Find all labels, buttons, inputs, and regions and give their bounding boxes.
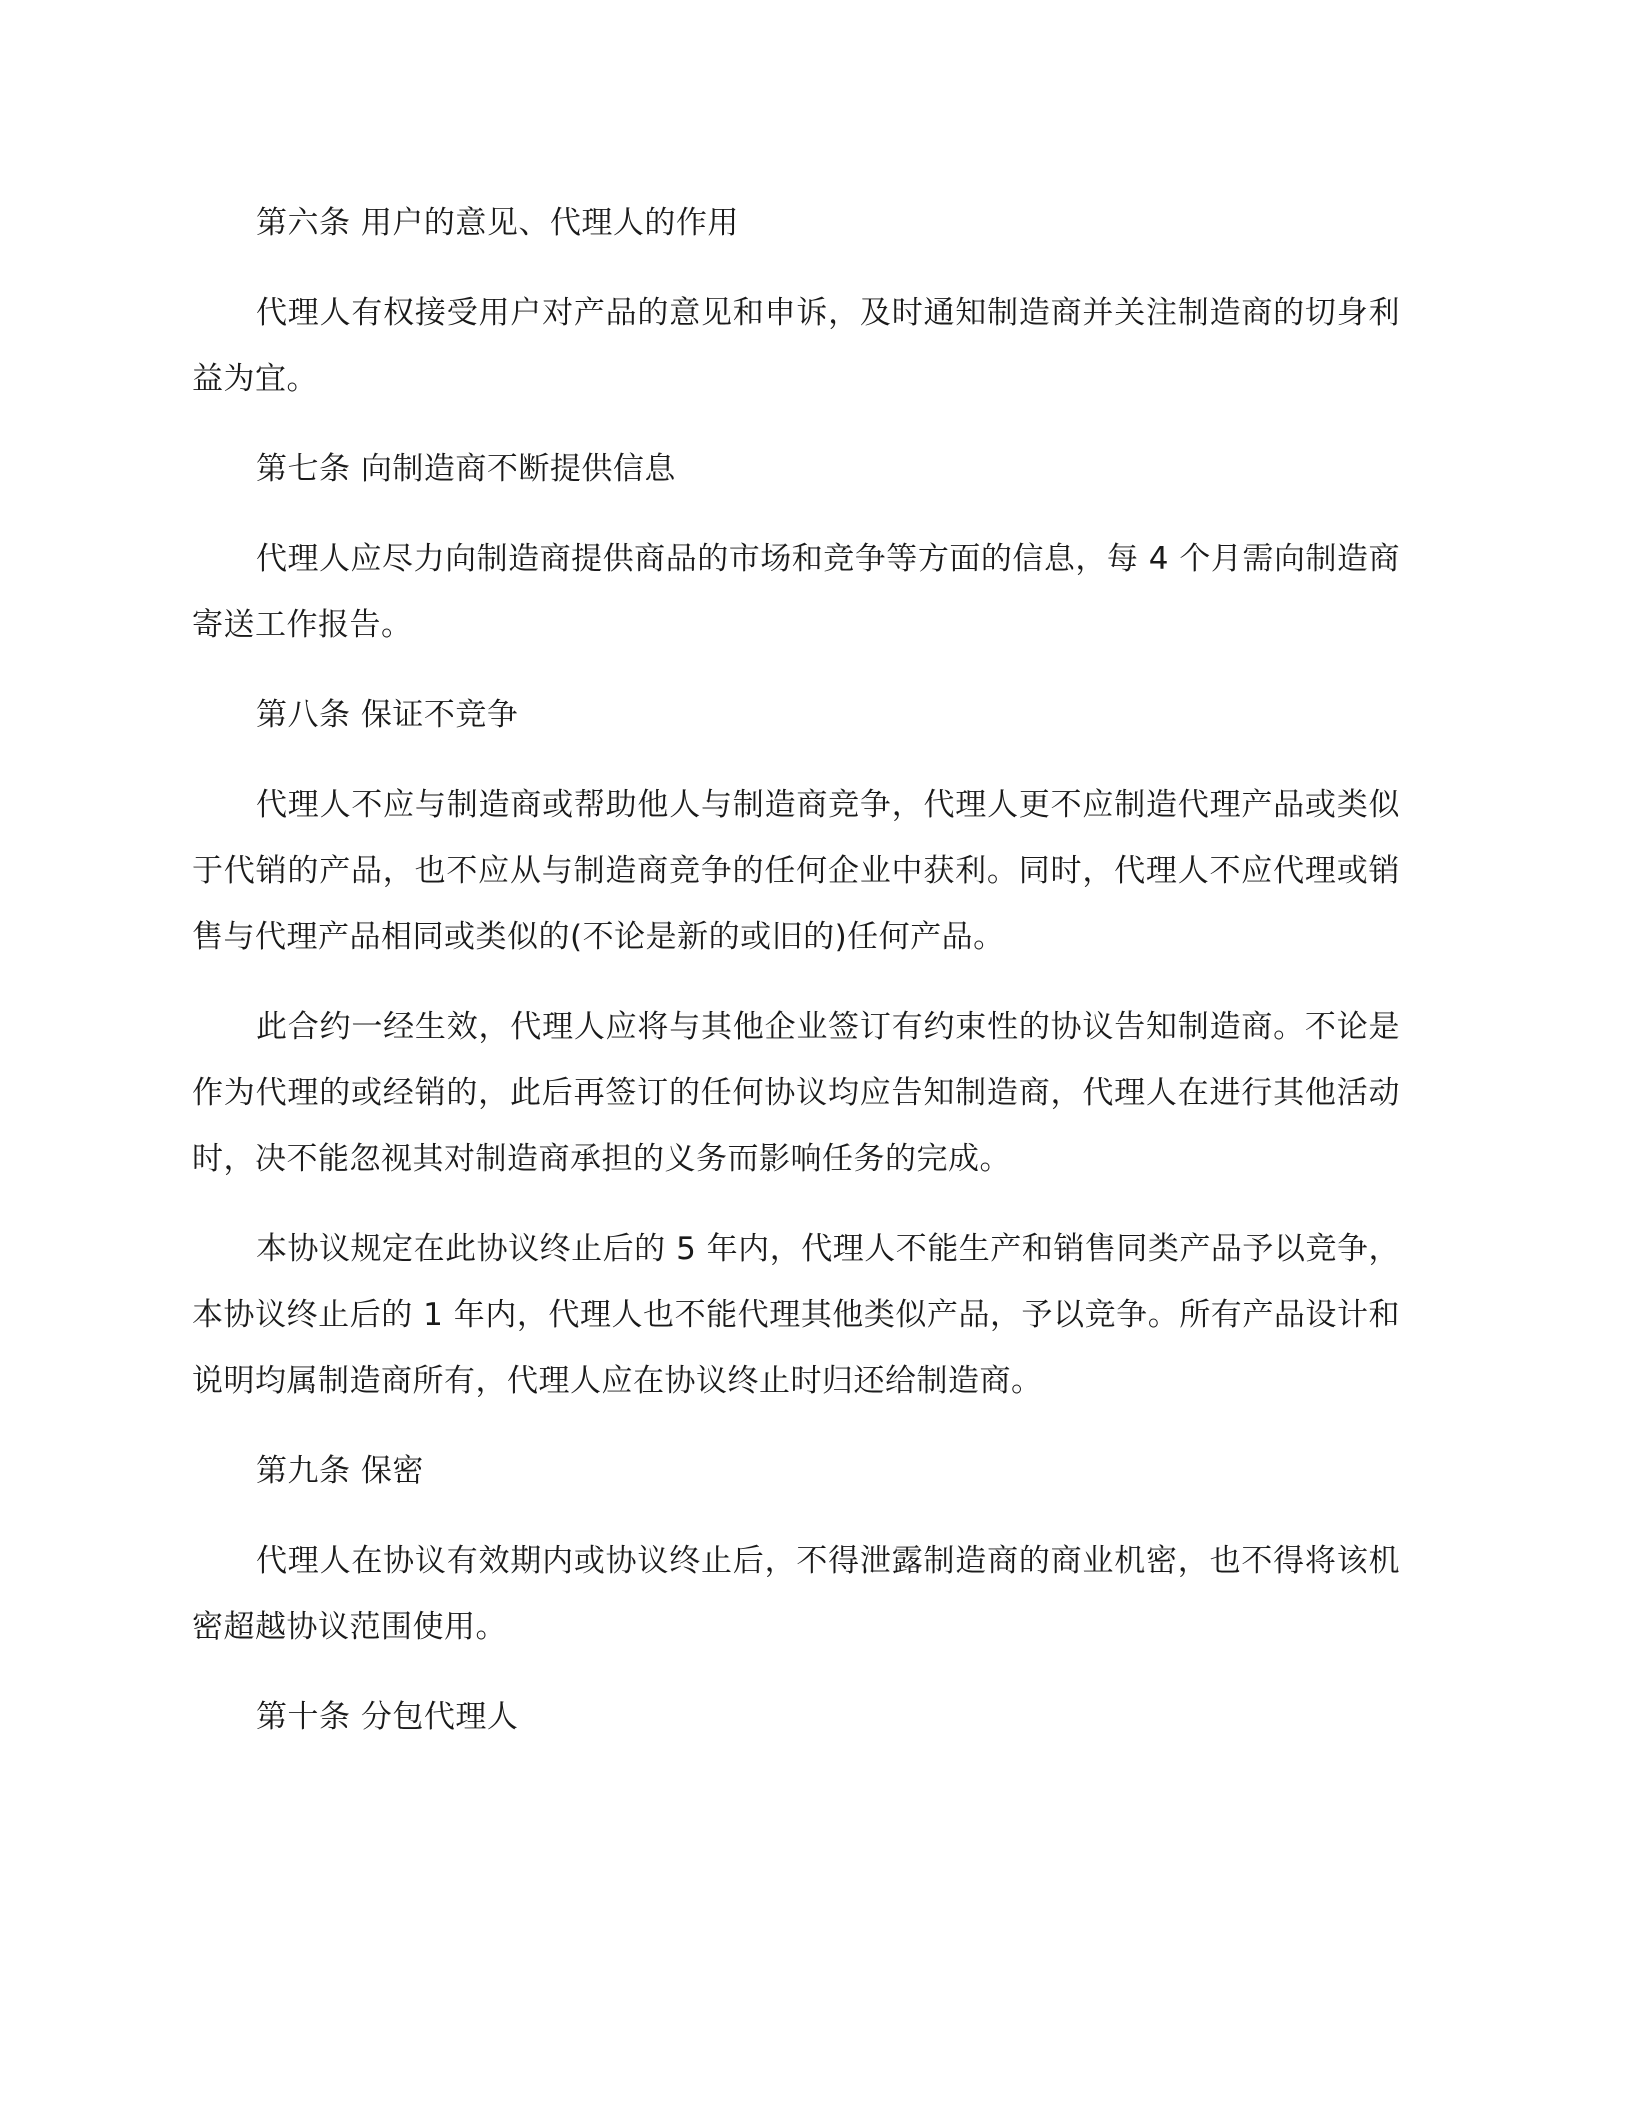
article-8-heading: 第八条 保证不竞争 xyxy=(256,697,519,733)
article-7-paragraph: 代理人应尽力向制造商提供商品的市场和竞争等方面的信息，每 4 个月需向制造商寄送工作报告。 xyxy=(192,541,1400,643)
article-9-heading: 第九条 保密 xyxy=(256,1453,424,1489)
article-8-paragraph-3: 本协议规定在此协议终止后的 5 年内，代理人不能生产和销售同类产品予以竞争，本协议终止后的 1 年内，代理人也不能代理其他类似产品，予以竞争。所有产品设计和说明均属制造商所有，代理人应在协议终止时归还给制造商。 xyxy=(192,1231,1400,1399)
article-6-paragraph: 代理人有权接受用户对产品的意见和申诉，及时通知制造商并关注制造商的切身利益为宜。 xyxy=(192,295,1400,397)
article-6-heading: 第六条 用户的意见、代理人的作用 xyxy=(256,205,739,241)
article-8-paragraph-2: 此合约一经生效，代理人应将与其他企业签订有约束性的协议告知制造商。不论是作为代理的或经销的，此后再签订的任何协议均应告知制造商，代理人在进行其他活动时，决不能忽视其对制造商承担的义务而影响任务的完成。 xyxy=(192,1009,1400,1177)
article-10-heading: 第十条 分包代理人 xyxy=(256,1699,519,1735)
document-body xyxy=(192,190,1400,1774)
article-9-paragraph: 代理人在协议有效期内或协议终止后，不得泄露制造商的商业机密，也不得将该机密超越协议范围使用。 xyxy=(192,1543,1400,1645)
article-7-heading: 第七条 向制造商不断提供信息 xyxy=(256,451,676,487)
article-8-paragraph-1: 代理人不应与制造商或帮助他人与制造商竞争，代理人更不应制造代理产品或类似于代销的产品，也不应从与制造商竞争的任何企业中获利。同时，代理人不应代理或销售与代理产品相同或类似的(不论是新的或旧的)任何产品。 xyxy=(192,787,1400,955)
